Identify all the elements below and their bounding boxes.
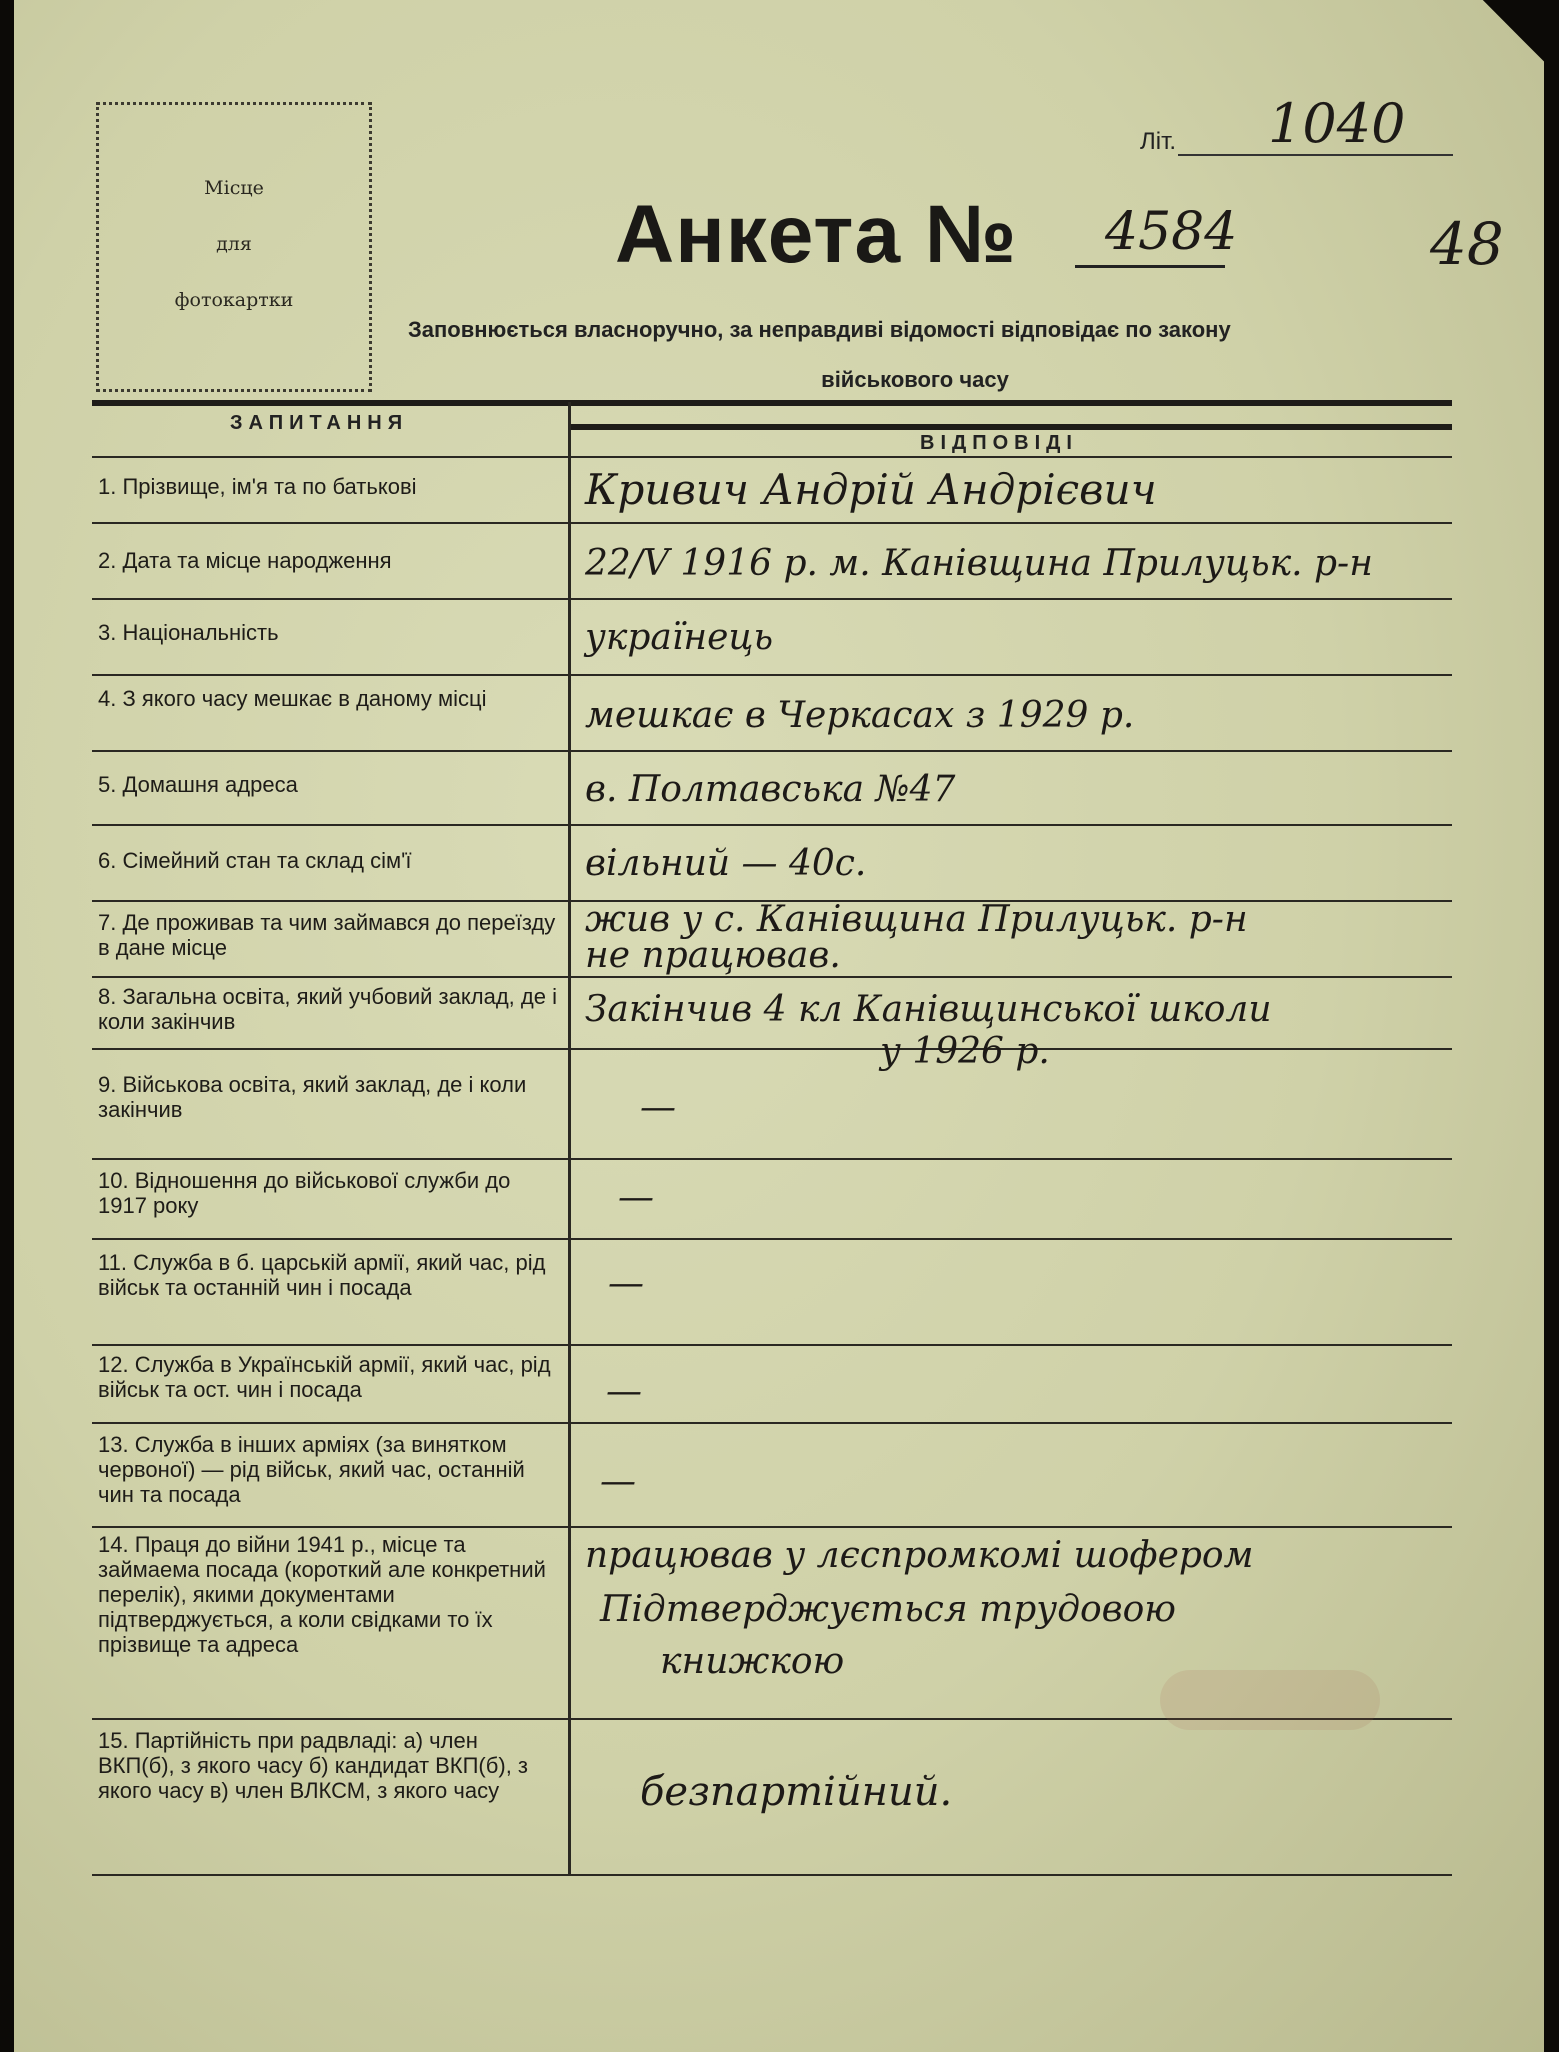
answer-10: — — [618, 1177, 654, 1218]
form-instruction-cont: військового часу — [821, 367, 1009, 392]
answers-header-border — [568, 424, 1452, 430]
paper-stain — [1160, 1670, 1380, 1730]
answer-13: — — [600, 1461, 636, 1502]
answer-14-line2: Підтверджується трудовою — [600, 1589, 1176, 1630]
answer-12: — — [606, 1371, 642, 1412]
answer-8-line1: Закінчив 4 кл Канівщинської школи — [585, 989, 1272, 1030]
question-2: 2. Дата та місце народження — [98, 548, 392, 573]
answer-8-line2: у 1926 р. — [880, 1031, 1050, 1072]
answer-9: — — [640, 1087, 676, 1128]
answer-3-nationality: українець — [585, 617, 774, 658]
answer-15-party: безпартійний. — [640, 1769, 953, 1815]
answer-14-line1: працював у лєспромкомі шофером — [585, 1535, 1254, 1576]
answer-7-line2: не працював. — [585, 935, 841, 976]
row-line — [92, 1344, 1452, 1346]
question-5: 5. Домашня адреса — [98, 772, 298, 797]
row-line — [92, 1526, 1452, 1528]
table-bottom-line — [92, 1874, 1452, 1876]
row-line — [92, 674, 1452, 676]
photo-label-3: фотокартки — [174, 289, 294, 311]
question-7: 7. Де проживав та чим займався до переїзду в дане місце — [98, 910, 556, 960]
question-15: 15. Партійність при радвладі: а) член ВКП(б), з якого часу б) кандидат ВКП(б), з якого часу в) член ВЛКСМ, з якого часу — [98, 1728, 528, 1803]
form-instruction: Заповнюється власноручно, за неправдиві відомості відповідає по закону — [408, 317, 1231, 342]
question-10: 10. Відношення до військової служби до 1917 року — [98, 1168, 511, 1218]
answer-4-residence-since: мешкає в Черкасах з 1929 р. — [585, 695, 1135, 736]
row-line — [92, 1422, 1452, 1424]
answer-1-name: Кривич Андрій Андрієвич — [585, 465, 1157, 514]
question-6: 6. Сімейний стан та склад сім'ї — [98, 848, 412, 873]
row-line — [92, 598, 1452, 600]
questions-header: ЗАПИТАННЯ — [230, 412, 409, 434]
question-1: 1. Прізвище, ім'я та по батькові — [98, 474, 417, 499]
answer-5-address: в. Полтавська №47 — [585, 769, 956, 810]
photo-label-2: для — [216, 233, 252, 255]
row-line — [92, 1158, 1452, 1160]
question-11: 11. Служба в б. царській армії, який час, рід військ та останній чин і посада — [98, 1250, 546, 1300]
lit-value: 1040 — [1268, 92, 1406, 155]
photo-label-1: Місце — [204, 177, 264, 199]
row-line — [92, 522, 1452, 524]
row-line — [92, 750, 1452, 752]
answer-14-line3: книжкою — [660, 1641, 845, 1682]
row-line — [92, 1238, 1452, 1240]
answer-2-birth: 22/V 1916 р. м. Канівщина Прилуцьк. р-н — [585, 543, 1373, 584]
answer-6-family: вільний — 40с. — [585, 843, 867, 884]
photo-placeholder — [96, 102, 372, 392]
question-8: 8. Загальна освіта, який учбовий заклад, де і коли закінчив — [98, 984, 557, 1034]
question-14: 14. Праця до війни 1941 р., місце та займаема посада (короткий але конкретний перелік), якими документами підтверджується, а коли свідками то їх прізвище та адреса — [98, 1532, 546, 1657]
question-4: 4. З якого часу мешкає в даному місці — [98, 686, 487, 711]
question-9: 9. Військова освіта, який заклад, де і коли закінчив — [98, 1072, 527, 1122]
title-underline — [1075, 265, 1225, 268]
row-line — [92, 824, 1452, 826]
column-divider — [568, 402, 571, 1874]
answer-7-line1: жив у с. Канівщина Прилуцьк. р-н — [585, 899, 1248, 940]
table-top-border — [92, 400, 1452, 406]
answers-header: ВІДПОВІДІ — [920, 432, 1078, 454]
corner-number: 48 — [1430, 210, 1504, 278]
lit-label: Літ. — [1140, 128, 1177, 155]
form-number: 4584 — [1105, 202, 1238, 262]
form-title: Анкета № — [615, 189, 1018, 280]
answer-11: — — [608, 1263, 644, 1304]
question-13: 13. Служба в інших арміях (за винятком червоної) — рід військ, який час, останній чин та посада — [98, 1432, 525, 1507]
row-line — [92, 456, 1452, 458]
question-3: 3. Національність — [98, 620, 279, 645]
question-12: 12. Служба в Українській армії, який час, рід військ та ост. чин і посада — [98, 1352, 551, 1402]
row-line — [92, 1048, 1452, 1050]
